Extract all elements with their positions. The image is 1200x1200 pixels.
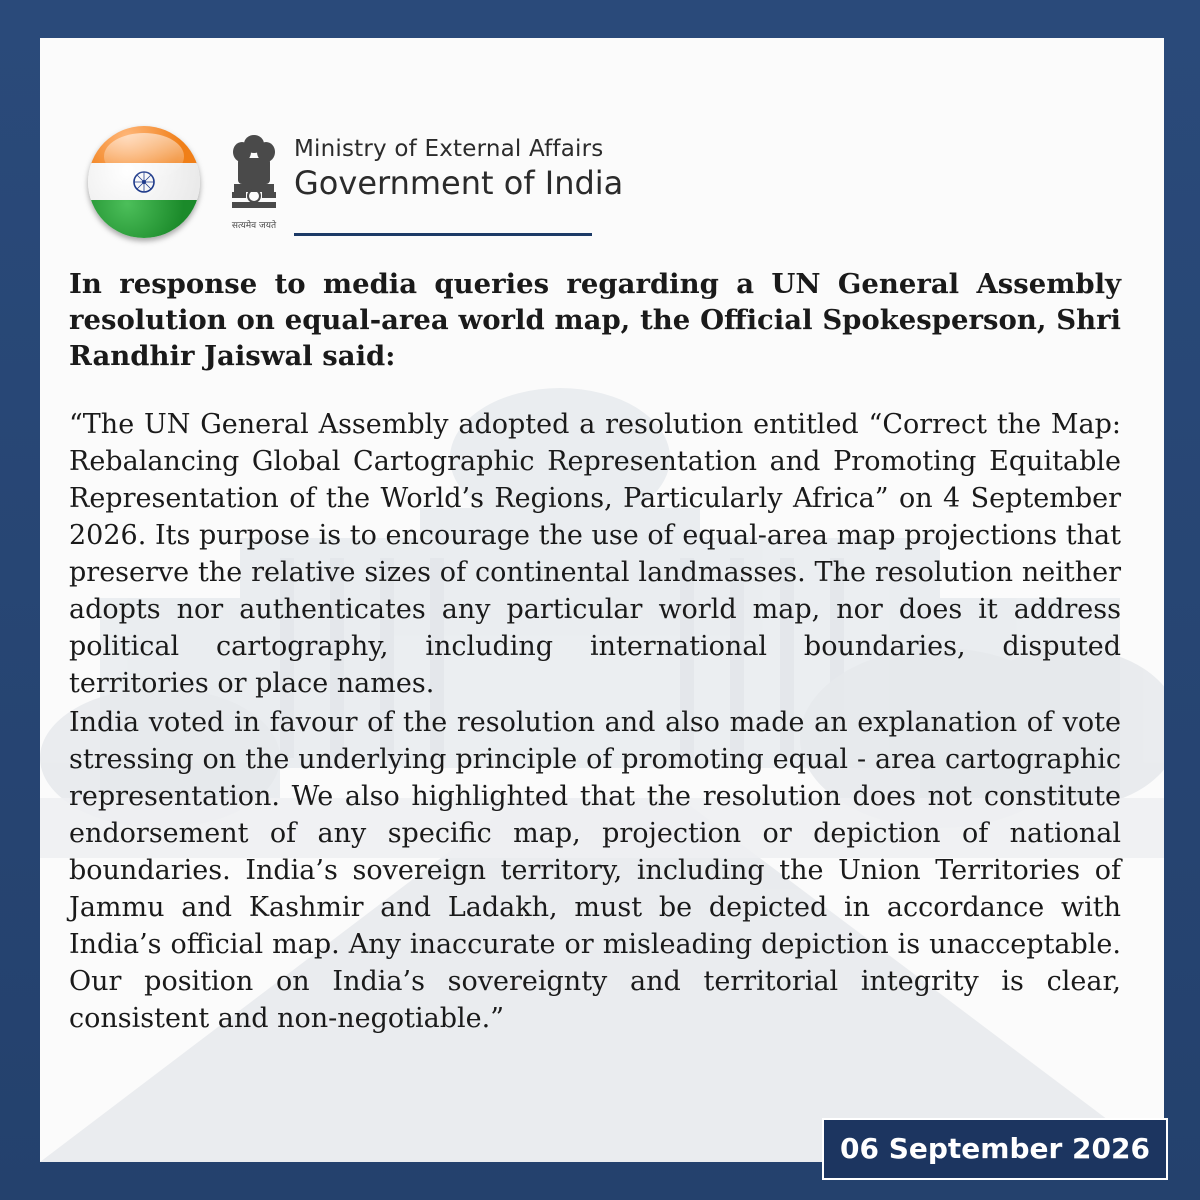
ministry-line1: Ministry of External Affairs <box>294 136 604 162</box>
press-release-card <box>40 38 1164 1162</box>
india-flag-ball-icon <box>88 126 200 238</box>
date-badge: 06 September 2026 <box>822 1118 1168 1180</box>
statement-paragraph-2: India voted in favour of the resolution and also made an explanation of vote stressing on the underlying principle of promoting equal - area cartographic representation. We also highlighted that the resolution does not constitute endorsement of any specific map, projection or depiction of national boundaries. India’s sovereign territory, including the Union Territories of Jammu and Kashmir and Ladakh, must be depicted in accordance with India’s official map. Any inaccurate or misleading depiction is unacceptable. Our position on India’s sovereignty and territorial integrity is clear, consistent and non-negotiable.” <box>69 707 1121 1034</box>
statement-lead: In response to media queries regarding a UN General Assembly resolution on equal-area world map, the Official Spokesperson, Shri Randhir Jaiswal said: <box>69 268 1121 372</box>
emblem-motto: सत्यमेव जयते <box>231 221 277 231</box>
state-emblem-icon <box>224 130 284 234</box>
ministry-underline <box>294 233 592 236</box>
ministry-line2: Government of India <box>294 164 624 202</box>
statement-paragraph-1: “The UN General Assembly adopted a resolution entitled “Correct the Map: Rebalancing Global Cartographic Representation and Promoting Equitable Representation of the World’s Regions, Particularly Africa” on 4 September 2026. Its purpose is to encourage the use of equal-area map projections that preserve the relative sizes of continental landmasses. The resolution neither adopts nor authenticates any particular world map, nor does it address political cartography, including international boundaries, disputed territories or place names. <box>69 409 1121 699</box>
ministry-name <box>294 136 623 202</box>
